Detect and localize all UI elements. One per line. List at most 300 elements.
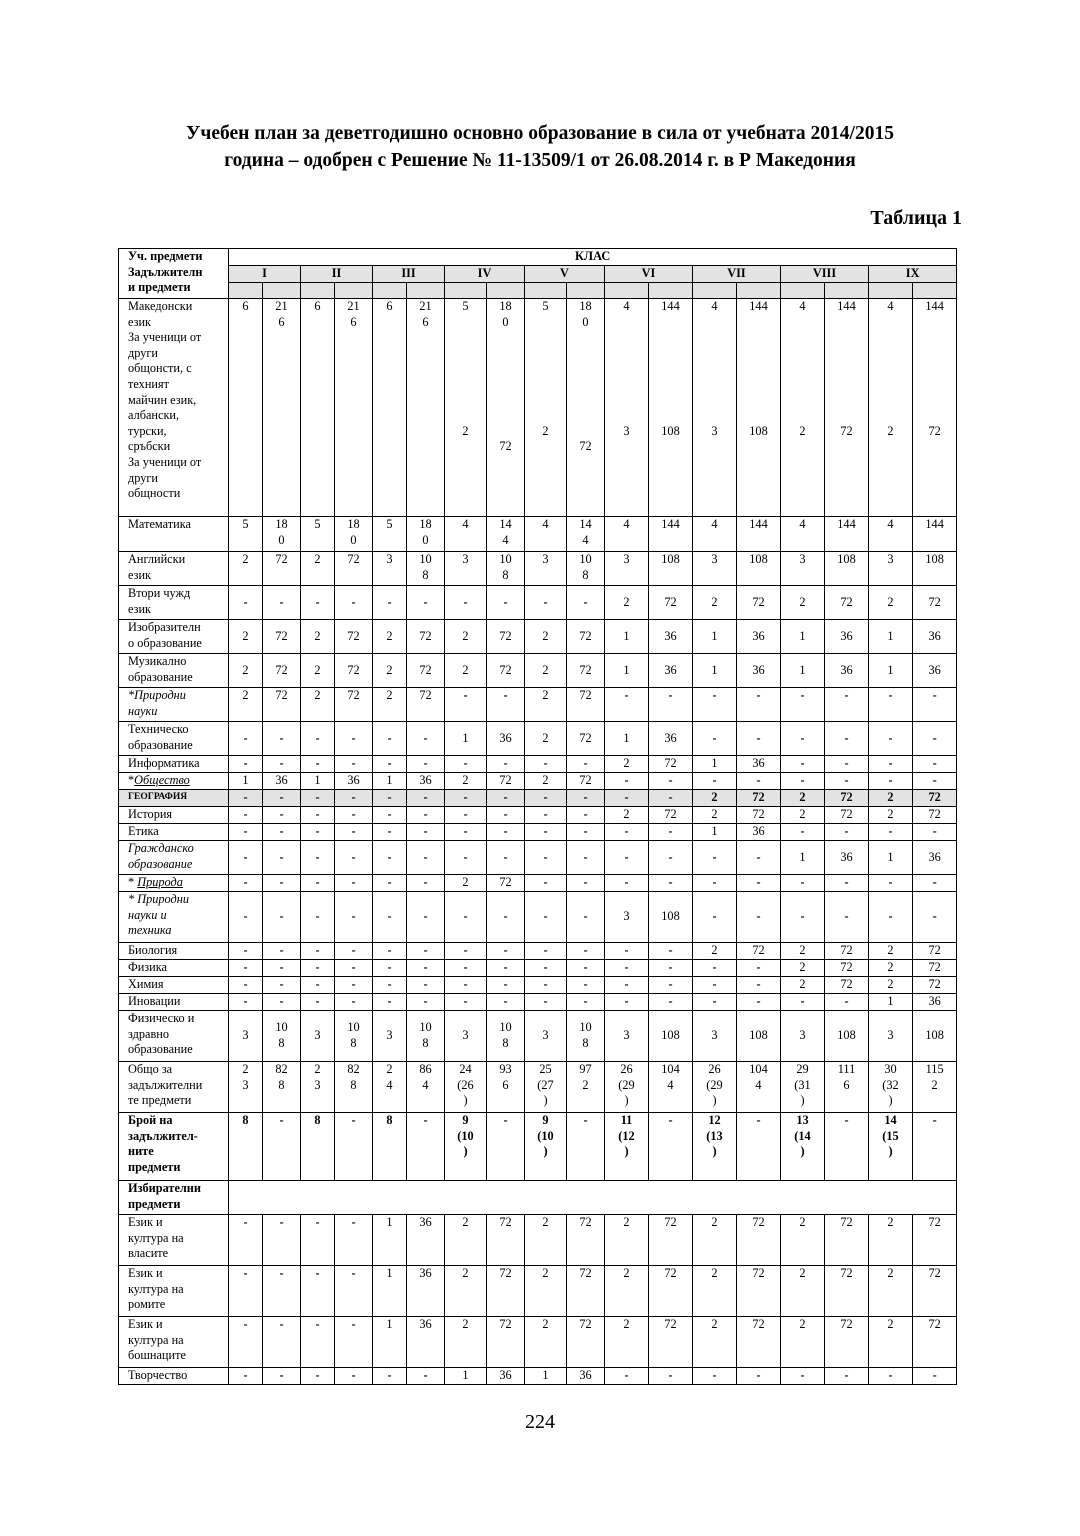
grade-cell: 2 <box>869 943 913 960</box>
grade-cell: 2 <box>445 875 487 892</box>
grade-cell: 6 <box>229 299 263 517</box>
grade-cell: 72 <box>913 586 957 620</box>
grade-cell: 8 <box>373 1113 407 1181</box>
grade-cell: 108 <box>649 892 693 943</box>
grade-cell: 93 6 <box>487 1062 525 1113</box>
grade-spacer-cell <box>869 283 913 299</box>
grade-cell: - <box>407 722 445 756</box>
elective-subject-cell: Творчество <box>119 1368 229 1385</box>
grade-cell: - <box>445 943 487 960</box>
grade-cell: - <box>693 875 737 892</box>
grade-cell: 108 <box>825 1011 869 1062</box>
elective-grade-cell: 2 <box>525 1317 567 1368</box>
grade-cell: - <box>525 756 567 773</box>
grade-cell: - <box>263 1113 301 1181</box>
grade-cell: - <box>487 960 525 977</box>
grade-cell: 1 <box>781 620 825 654</box>
grade-spacer-cell <box>487 283 525 299</box>
grade-V: V <box>525 266 605 283</box>
table-row <box>119 977 957 994</box>
grade-cell: - <box>407 841 445 875</box>
subject-cell: Техническо образование <box>119 722 229 756</box>
grade-cell: 18 0 <box>335 517 373 552</box>
grade-cell: - <box>825 875 869 892</box>
grade-cell: - <box>263 841 301 875</box>
grade-cell: 36 <box>649 654 693 688</box>
grade-IV: IV <box>445 266 525 283</box>
grade-cell: 5 2 <box>525 299 567 517</box>
grade-cell: - <box>263 807 301 824</box>
grade-cell: 72 <box>825 943 869 960</box>
grade-cell: 1 <box>869 654 913 688</box>
grade-cell: 2 4 <box>373 1062 407 1113</box>
curriculum-table <box>118 248 957 1385</box>
table-row <box>119 773 957 790</box>
grade-cell: 2 <box>229 654 263 688</box>
grade-cell: - <box>605 977 649 994</box>
grade-cell: 36 <box>913 654 957 688</box>
grade-cell: - <box>407 892 445 943</box>
grade-cell: - <box>525 807 567 824</box>
subject-cell: Физика <box>119 960 229 977</box>
grade-cell: 2 <box>373 688 407 722</box>
grade-cell: 6 <box>373 299 407 517</box>
grade-cell: - <box>263 722 301 756</box>
elective-grade-cell: 2 <box>693 1317 737 1368</box>
grade-cell: - <box>525 960 567 977</box>
grade-cell: - <box>373 841 407 875</box>
grade-cell: - <box>301 807 335 824</box>
grade-cell: - <box>373 994 407 1011</box>
grade-cell: - <box>605 688 649 722</box>
grade-cell: - <box>525 977 567 994</box>
grade-cell: 36 <box>913 620 957 654</box>
grade-cell: - <box>487 824 525 841</box>
grade-cell: - <box>605 824 649 841</box>
grade-cell: 1 <box>869 994 913 1011</box>
grade-cell: - <box>567 994 605 1011</box>
grade-cell: - <box>263 756 301 773</box>
elective-grade-cell: 1 <box>525 1368 567 1385</box>
grade-cell: - <box>869 875 913 892</box>
grade-cell: - <box>781 688 825 722</box>
grade-cell: 3 <box>605 1011 649 1062</box>
grade-cell: - <box>869 756 913 773</box>
page-number: 224 <box>525 1411 555 1433</box>
grade-cell: - <box>445 756 487 773</box>
elective-grade-cell: 72 <box>487 1266 525 1317</box>
grade-cell: - <box>229 875 263 892</box>
grade-cell: - <box>567 824 605 841</box>
elective-grade-cell: 72 <box>649 1317 693 1368</box>
elective-grade-cell: 2 <box>525 1266 567 1317</box>
grade-cell: 1 <box>869 620 913 654</box>
grade-spacer-cell <box>335 283 373 299</box>
grade-cell: - <box>229 841 263 875</box>
grade-cell: 1 <box>605 620 649 654</box>
grade-cell: - <box>737 875 781 892</box>
grade-cell: 2 <box>869 977 913 994</box>
elective-grade-cell: 2 <box>605 1215 649 1266</box>
grade-cell: - <box>335 1113 373 1181</box>
grade-cell: - <box>869 688 913 722</box>
grade-cell: - <box>605 790 649 807</box>
grade-cell: - <box>487 841 525 875</box>
grade-cell: 2 <box>869 807 913 824</box>
grade-cell: - <box>649 960 693 977</box>
grade-cell: - <box>229 790 263 807</box>
grade-cell: 9 (10 ) <box>445 1113 487 1181</box>
grade-cell: 72 <box>407 620 445 654</box>
grade-cell: 36 <box>737 654 781 688</box>
elective-subject-cell: Език и култура на ромите <box>119 1266 229 1317</box>
table-row <box>119 1011 957 1062</box>
grade-VI: VI <box>605 266 693 283</box>
grade-cell: - <box>335 994 373 1011</box>
grade-cell: 2 <box>781 960 825 977</box>
grade-cell: - <box>913 824 957 841</box>
elective-grade-cell: - <box>301 1368 335 1385</box>
grade-cell: - <box>373 960 407 977</box>
table-row <box>119 299 957 517</box>
elective-grade-cell: - <box>869 1368 913 1385</box>
grade-cell: 72 <box>913 960 957 977</box>
subject-cell: Музикално образование <box>119 654 229 688</box>
grade-cell: - <box>487 943 525 960</box>
grade-cell: - <box>693 960 737 977</box>
grade-cell: - <box>781 875 825 892</box>
elective-grade-cell: 1 <box>445 1368 487 1385</box>
grade-cell: 108 <box>913 1011 957 1062</box>
grade-cell: 72 <box>567 773 605 790</box>
grade-cell: - <box>525 824 567 841</box>
grade-cell: - <box>263 824 301 841</box>
grade-cell: - <box>605 875 649 892</box>
grade-cell: 1 <box>373 773 407 790</box>
grade-cell: - <box>373 586 407 620</box>
subject-cell: Втори чужд език <box>119 586 229 620</box>
table-row <box>119 892 957 943</box>
elective-grade-cell: 2 <box>781 1317 825 1368</box>
grade-cell: 10 8 <box>335 1011 373 1062</box>
elective-grade-cell: 72 <box>825 1215 869 1266</box>
grade-cell: - <box>445 790 487 807</box>
grade-cell: - <box>335 892 373 943</box>
grade-cell: 1 <box>781 654 825 688</box>
grade-cell: 3 <box>445 552 487 586</box>
grade-cell: - <box>693 722 737 756</box>
grade-cell: - <box>737 773 781 790</box>
grade-cell: 1 <box>693 654 737 688</box>
grade-cell: 29 (31 ) <box>781 1062 825 1113</box>
grade-cell: - <box>373 943 407 960</box>
grade-cell: 14 4 <box>567 517 605 552</box>
grade-spacer-cell <box>825 283 869 299</box>
grade-cell: 2 <box>229 620 263 654</box>
grade-cell: 144 <box>737 517 781 552</box>
grade-cell: - <box>649 790 693 807</box>
elective-grade-cell: 72 <box>825 1266 869 1317</box>
grade-cell: - <box>567 807 605 824</box>
grade-cell: - <box>335 824 373 841</box>
grade-cell: - <box>373 756 407 773</box>
grade-cell: - <box>605 943 649 960</box>
grade-cell: 36 <box>649 722 693 756</box>
grade-cell: - <box>263 875 301 892</box>
grade-cell: 2 3 <box>229 1062 263 1113</box>
grade-cell: 6 <box>301 299 335 517</box>
grade-cell: 3 <box>525 552 567 586</box>
title-line-1: Учебен план за деветгодишно основно образование в сила от учебната 2014/2015 <box>186 123 894 144</box>
grade-cell: 2 <box>781 790 825 807</box>
grade-cell: - <box>407 1113 445 1181</box>
elective-grade-cell: 2 <box>693 1266 737 1317</box>
grade-cell: - <box>263 977 301 994</box>
grade-cell: 10 8 <box>567 1011 605 1062</box>
elective-subject-cell: Език и култура на власите <box>119 1215 229 1266</box>
grade-cell: 4 2 <box>781 299 825 517</box>
grade-cell: - <box>263 586 301 620</box>
grade-cell: 2 <box>693 943 737 960</box>
grade-cell: - <box>229 824 263 841</box>
grade-cell: - <box>301 756 335 773</box>
grade-IX: IX <box>869 266 957 283</box>
grade-II: II <box>301 266 373 283</box>
grade-cell: - <box>605 994 649 1011</box>
grade-cell: 21 6 <box>407 299 445 517</box>
grade-cell: - <box>445 994 487 1011</box>
grade-cell: - <box>407 790 445 807</box>
grade-cell: - <box>487 688 525 722</box>
grade-cell: - <box>301 875 335 892</box>
grade-cell: 1 <box>693 620 737 654</box>
table-row <box>119 586 957 620</box>
subject-cell: Иновации <box>119 994 229 1011</box>
table-row <box>119 552 957 586</box>
grade-cell: - <box>649 773 693 790</box>
grade-cell: - <box>693 773 737 790</box>
grade-cell: 5 <box>373 517 407 552</box>
grade-cell: 2 <box>445 654 487 688</box>
elective-grade-cell: 72 <box>567 1266 605 1317</box>
grade-cell: 3 <box>605 552 649 586</box>
grade-cell: - <box>407 807 445 824</box>
grade-cell: - <box>335 943 373 960</box>
elective-grade-cell: 2 <box>869 1317 913 1368</box>
grade-cell: 72 <box>487 875 525 892</box>
grade-cell: - <box>373 892 407 943</box>
grade-cell: 108 <box>649 1011 693 1062</box>
grade-spacer-cell <box>445 283 487 299</box>
grade-cell: 2 <box>781 943 825 960</box>
grade-cell: 4 <box>693 517 737 552</box>
grade-cell: 72 <box>567 620 605 654</box>
grade-cell: - <box>825 756 869 773</box>
grade-cell: - <box>229 960 263 977</box>
grade-cell: 2 <box>869 960 913 977</box>
grade-cell: 26 (29 ) <box>693 1062 737 1113</box>
grade-cell: - <box>737 688 781 722</box>
grade-cell: - <box>263 790 301 807</box>
grade-cell: - <box>913 1113 957 1181</box>
grade-cell: 10 8 <box>487 1011 525 1062</box>
grade-cell: 18 0 72 <box>567 299 605 517</box>
elective-grade-cell: - <box>335 1317 373 1368</box>
grade-VII: VII <box>693 266 781 283</box>
elective-grade-cell: 1 <box>373 1215 407 1266</box>
grade-cell: 1 <box>781 841 825 875</box>
grade-spacer-cell <box>407 283 445 299</box>
grade-cell: 2 <box>525 773 567 790</box>
grade-cell: 8 <box>229 1113 263 1181</box>
elective-grade-cell: 2 <box>525 1215 567 1266</box>
grade-cell: 36 <box>407 773 445 790</box>
grade-cell: 11 (12 ) <box>605 1113 649 1181</box>
grade-cell: - <box>567 586 605 620</box>
grade-cell: 72 <box>649 586 693 620</box>
elective-grade-cell: - <box>335 1368 373 1385</box>
elective-grade-cell: 36 <box>407 1266 445 1317</box>
grade-cell: - <box>263 960 301 977</box>
elective-row <box>119 1317 957 1368</box>
grade-cell: 72 <box>567 654 605 688</box>
grade-spacer-cell <box>373 283 407 299</box>
grade-cell: 36 <box>737 620 781 654</box>
grade-cell: - <box>373 824 407 841</box>
elective-grade-cell: - <box>407 1368 445 1385</box>
grade-cell: 72 <box>737 790 781 807</box>
grade-spacer-cell <box>567 283 605 299</box>
grade-cell: - <box>487 807 525 824</box>
grade-cell: 10 8 <box>407 552 445 586</box>
grade-cell: 21 6 <box>263 299 301 517</box>
grade-cell: 2 <box>781 807 825 824</box>
grade-cell: - <box>913 875 957 892</box>
grade-cell: - <box>335 875 373 892</box>
grade-cell: 2 <box>693 807 737 824</box>
grade-cell: - <box>649 875 693 892</box>
elective-grade-cell: 72 <box>567 1317 605 1368</box>
grade-cell: 72 <box>825 960 869 977</box>
grade-cell: - <box>301 994 335 1011</box>
grade-cell: - <box>229 807 263 824</box>
subject-cell: Етика <box>119 824 229 841</box>
grade-cell: - <box>407 960 445 977</box>
grade-cell: - <box>737 1113 781 1181</box>
elective-grade-cell: 72 <box>567 1215 605 1266</box>
grade-cell: - <box>567 960 605 977</box>
grade-cell: 108 <box>825 552 869 586</box>
elective-grade-cell: - <box>737 1368 781 1385</box>
grade-cell: 72 <box>825 807 869 824</box>
subject-cell: *Природни науки <box>119 688 229 722</box>
elective-grade-cell: 2 <box>605 1317 649 1368</box>
grade-cell: - <box>567 943 605 960</box>
grade-cell: 21 6 <box>335 299 373 517</box>
grade-cell: 72 <box>407 688 445 722</box>
grade-cell: - <box>487 790 525 807</box>
grade-cell: 72 <box>335 654 373 688</box>
grade-cell: - <box>445 841 487 875</box>
grade-cell: 72 <box>487 620 525 654</box>
grade-cell: - <box>693 977 737 994</box>
grade-cell: 2 <box>229 688 263 722</box>
grade-cell: 97 2 <box>567 1062 605 1113</box>
table-header-row <box>119 249 957 266</box>
grade-cell: - <box>781 773 825 790</box>
grade-cell: 18 0 <box>407 517 445 552</box>
grade-cell: 4 <box>781 517 825 552</box>
subject-cell: Информатика <box>119 756 229 773</box>
grade-cell: 108 <box>737 1011 781 1062</box>
table-row <box>119 654 957 688</box>
grade-cell: - <box>301 892 335 943</box>
subject-cell: * Природни науки и техника <box>119 892 229 943</box>
grade-cell: - <box>407 994 445 1011</box>
grade-cell: - <box>373 977 407 994</box>
grade-cell: 4 3 <box>605 299 649 517</box>
grade-cell: 36 <box>649 620 693 654</box>
grade-cell: 2 <box>781 586 825 620</box>
elective-grade-cell: - <box>335 1266 373 1317</box>
grade-cell: - <box>335 790 373 807</box>
grade-spacer-cell <box>781 283 825 299</box>
grade-cell: 13 (14 ) <box>781 1113 825 1181</box>
grade-cell: 3 <box>525 1011 567 1062</box>
elective-header-row <box>119 1181 957 1215</box>
grade-cell: 5 2 <box>445 299 487 517</box>
grade-cell: - <box>825 773 869 790</box>
subject-cell: Брой на задължител- ните предмети <box>119 1113 229 1181</box>
subject-cell: Биология <box>119 943 229 960</box>
table-row <box>119 875 957 892</box>
grade-cell: - <box>567 875 605 892</box>
grade-cell: 4 3 <box>693 299 737 517</box>
elective-label: Избирателни предмети <box>119 1181 229 1215</box>
grade-cell: - <box>825 688 869 722</box>
grade-cell: - <box>445 977 487 994</box>
elective-grade-cell: - <box>301 1317 335 1368</box>
grade-cell: 4 <box>605 517 649 552</box>
grade-cell: - <box>229 977 263 994</box>
grade-cell: - <box>229 756 263 773</box>
grade-cell: 36 <box>335 773 373 790</box>
elective-grade-cell: 2 <box>869 1266 913 1317</box>
grade-cell: - <box>913 773 957 790</box>
grade-cell: 2 <box>301 688 335 722</box>
grade-cell: - <box>781 756 825 773</box>
grade-III: III <box>373 266 445 283</box>
grade-cell: 2 <box>525 620 567 654</box>
grade-cell: - <box>567 841 605 875</box>
grade-cell: 18 0 <box>263 517 301 552</box>
elective-grade-cell: 36 <box>487 1368 525 1385</box>
grade-cell: 72 <box>825 790 869 807</box>
grade-cell: 72 <box>263 654 301 688</box>
grade-cell: 3 <box>229 1011 263 1062</box>
grade-cell: - <box>445 892 487 943</box>
grade-cell: 36 <box>913 841 957 875</box>
elective-grade-cell: - <box>263 1266 301 1317</box>
grade-cell: - <box>525 586 567 620</box>
grade-cell: - <box>649 994 693 1011</box>
grade-cell: - <box>693 688 737 722</box>
grade-cell: - <box>445 688 487 722</box>
grade-cell: 2 <box>301 654 335 688</box>
grade-cell: 72 <box>825 586 869 620</box>
grade-cell: - <box>301 586 335 620</box>
grade-cell: 26 (29 ) <box>605 1062 649 1113</box>
